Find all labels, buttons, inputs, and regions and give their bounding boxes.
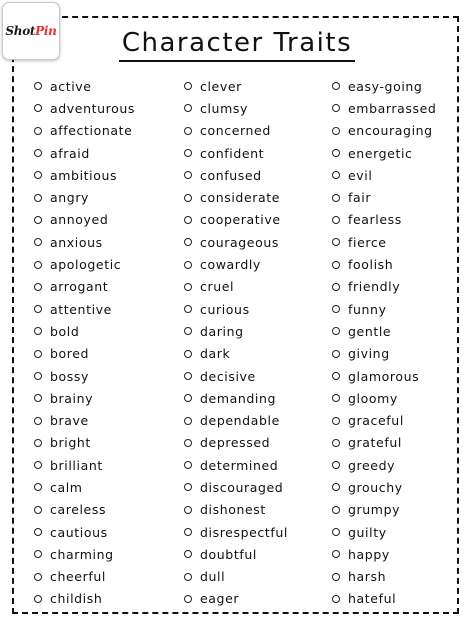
list-item (184, 521, 288, 543)
trait-label: bossy (50, 368, 90, 384)
list-item (184, 120, 288, 142)
bullet-circle-icon (34, 261, 42, 269)
bullet-circle-icon (332, 394, 340, 402)
bullet-circle-icon (332, 595, 340, 603)
trait-label: charming (50, 546, 114, 562)
list-item (34, 343, 135, 365)
trait-label: brainy (50, 390, 94, 406)
trait-label: depressed (200, 435, 271, 451)
trait-label: easy-going (348, 78, 423, 94)
bullet-circle-icon (34, 149, 42, 157)
trait-label: clumsy (200, 100, 248, 116)
trait-label: gloomy (348, 390, 398, 406)
list-item (34, 588, 135, 610)
trait-label: decisive (200, 368, 256, 384)
list-item (332, 521, 436, 543)
bullet-circle-icon (34, 350, 42, 358)
bullet-circle-icon (332, 327, 340, 335)
list-item (184, 276, 288, 298)
bullet-circle-icon (34, 506, 42, 514)
bullet-circle-icon (34, 394, 42, 402)
list-item (34, 409, 135, 431)
list-item (184, 343, 288, 365)
list-item (332, 543, 436, 565)
list-item (184, 499, 288, 521)
list-item (332, 253, 436, 275)
trait-label: eager (200, 591, 240, 607)
trait-label: bold (50, 323, 80, 339)
list-item (34, 566, 135, 588)
list-item (332, 97, 436, 119)
bullet-circle-icon (332, 305, 340, 313)
bullet-circle-icon (34, 528, 42, 536)
trait-label: bored (50, 346, 90, 362)
list-item (34, 476, 135, 498)
logo-brand-accent: Pin (35, 24, 57, 38)
list-item (34, 298, 135, 320)
bullet-circle-icon (184, 528, 192, 536)
trait-label: cruel (200, 279, 235, 295)
bullet-circle-icon (34, 372, 42, 380)
list-item (184, 454, 288, 476)
trait-label: childish (50, 591, 103, 607)
trait-label: clever (200, 78, 242, 94)
list-item (34, 276, 135, 298)
list-item (332, 298, 436, 320)
list-item (184, 432, 288, 454)
trait-label: graceful (348, 413, 404, 429)
trait-label: cheerful (50, 569, 106, 585)
trait-column-1 (34, 75, 135, 610)
list-item (332, 432, 436, 454)
list-item (332, 209, 436, 231)
bullet-circle-icon (184, 261, 192, 269)
list-item (34, 231, 135, 253)
bullet-circle-icon (34, 573, 42, 581)
bullet-circle-icon (34, 327, 42, 335)
list-item (34, 120, 135, 142)
bullet-circle-icon (332, 350, 340, 358)
list-item (332, 499, 436, 521)
bullet-circle-icon (34, 127, 42, 135)
trait-label: ambitious (50, 167, 118, 183)
bullet-circle-icon (34, 305, 42, 313)
trait-column-2 (184, 75, 288, 610)
bullet-circle-icon (184, 417, 192, 425)
list-item (332, 320, 436, 342)
trait-label: dark (200, 346, 231, 362)
list-item (184, 387, 288, 409)
trait-label: angry (50, 190, 90, 206)
trait-label: brave (50, 413, 89, 429)
list-item (332, 476, 436, 498)
bullet-circle-icon (184, 171, 192, 179)
trait-label: grouchy (348, 479, 403, 495)
trait-label: brilliant (50, 457, 103, 473)
trait-label: careless (50, 502, 107, 518)
trait-label: cooperative (200, 212, 281, 228)
bullet-circle-icon (332, 550, 340, 558)
bullet-circle-icon (184, 305, 192, 313)
bullet-circle-icon (332, 461, 340, 469)
trait-label: apologetic (50, 257, 122, 273)
trait-label: considerate (200, 190, 281, 206)
bullet-circle-icon (332, 483, 340, 491)
bullet-circle-icon (34, 104, 42, 112)
trait-label: happy (348, 546, 390, 562)
bullet-circle-icon (332, 417, 340, 425)
bullet-circle-icon (184, 394, 192, 402)
bullet-circle-icon (34, 461, 42, 469)
list-item (184, 365, 288, 387)
trait-label: affectionate (50, 123, 133, 139)
bullet-circle-icon (184, 149, 192, 157)
list-item (184, 164, 288, 186)
list-item (184, 97, 288, 119)
trait-label: attentive (50, 301, 112, 317)
list-item (332, 588, 436, 610)
trait-label: glamorous (348, 368, 420, 384)
bullet-circle-icon (184, 461, 192, 469)
list-item (332, 120, 436, 142)
list-item (184, 142, 288, 164)
shotpin-logo (2, 2, 60, 60)
trait-label: disrespectful (200, 524, 288, 540)
bullet-circle-icon (184, 194, 192, 202)
bullet-circle-icon (332, 171, 340, 179)
bullet-circle-icon (184, 327, 192, 335)
trait-label: determined (200, 457, 279, 473)
trait-label: giving (348, 346, 390, 362)
list-item (34, 320, 135, 342)
list-item (184, 75, 288, 97)
list-item (34, 186, 135, 208)
bullet-circle-icon (34, 283, 42, 291)
list-item (34, 97, 135, 119)
bullet-circle-icon (184, 216, 192, 224)
trait-label: guilty (348, 524, 387, 540)
bullet-circle-icon (34, 439, 42, 447)
list-item (34, 432, 135, 454)
bullet-circle-icon (184, 372, 192, 380)
list-item (332, 276, 436, 298)
bullet-circle-icon (34, 171, 42, 179)
trait-label: hateful (348, 591, 397, 607)
bullet-circle-icon (184, 283, 192, 291)
trait-label: confused (200, 167, 262, 183)
list-item (332, 566, 436, 588)
bullet-circle-icon (184, 82, 192, 90)
list-item (332, 387, 436, 409)
list-item (34, 521, 135, 543)
trait-label: grateful (348, 435, 402, 451)
list-item (34, 365, 135, 387)
bullet-circle-icon (332, 149, 340, 157)
trait-label: energetic (348, 145, 413, 161)
bullet-circle-icon (34, 417, 42, 425)
trait-label: afraid (50, 145, 90, 161)
list-item (34, 454, 135, 476)
bullet-circle-icon (332, 506, 340, 514)
list-item (332, 142, 436, 164)
trait-label: active (50, 78, 92, 94)
page-title: Character Traits (119, 26, 355, 62)
bullet-circle-icon (34, 595, 42, 603)
bullet-circle-icon (332, 439, 340, 447)
bullet-circle-icon (184, 595, 192, 603)
list-item (332, 365, 436, 387)
trait-label: adventurous (50, 100, 135, 116)
bullet-circle-icon (184, 573, 192, 581)
trait-label: gentle (348, 323, 392, 339)
list-item (332, 343, 436, 365)
list-item (34, 164, 135, 186)
list-item (34, 253, 135, 275)
bullet-circle-icon (184, 104, 192, 112)
trait-label: doubtful (200, 546, 257, 562)
list-item (184, 231, 288, 253)
list-item (332, 75, 436, 97)
list-item (184, 476, 288, 498)
trait-columns (0, 75, 474, 605)
bullet-circle-icon (34, 238, 42, 246)
trait-label: calm (50, 479, 83, 495)
trait-label: demanding (200, 390, 277, 406)
trait-label: arrogant (50, 279, 109, 295)
trait-label: courageous (200, 234, 279, 250)
trait-label: fierce (348, 234, 387, 250)
logo-wordmark (5, 24, 56, 38)
bullet-circle-icon (332, 127, 340, 135)
bullet-circle-icon (332, 528, 340, 536)
trait-label: harsh (348, 569, 387, 585)
list-item (184, 320, 288, 342)
list-item (184, 186, 288, 208)
bullet-circle-icon (332, 238, 340, 246)
bullet-circle-icon (332, 573, 340, 581)
bullet-circle-icon (332, 372, 340, 380)
list-item (184, 298, 288, 320)
list-item (34, 499, 135, 521)
trait-label: funny (348, 301, 387, 317)
trait-label: dependable (200, 413, 280, 429)
list-item (34, 209, 135, 231)
trait-label: fair (348, 190, 372, 206)
trait-label: curious (200, 301, 250, 317)
trait-label: embarrassed (348, 100, 437, 116)
bullet-circle-icon (184, 550, 192, 558)
bullet-circle-icon (34, 550, 42, 558)
trait-column-3 (332, 75, 436, 610)
bullet-circle-icon (332, 261, 340, 269)
list-item (34, 75, 135, 97)
trait-label: cautious (50, 524, 108, 540)
list-item (34, 387, 135, 409)
list-item (184, 566, 288, 588)
list-item (332, 454, 436, 476)
logo-brand-main: Shot (5, 24, 36, 38)
trait-label: cowardly (200, 257, 261, 273)
bullet-circle-icon (34, 194, 42, 202)
trait-label: daring (200, 323, 244, 339)
bullet-circle-icon (332, 283, 340, 291)
trait-label: discouraged (200, 479, 284, 495)
trait-label: bright (50, 435, 91, 451)
bullet-circle-icon (332, 104, 340, 112)
page-title-wrapper (0, 26, 474, 62)
trait-label: encouraging (348, 123, 433, 139)
bullet-circle-icon (184, 483, 192, 491)
trait-label: fearless (348, 212, 402, 228)
trait-label: evil (348, 167, 373, 183)
bullet-circle-icon (34, 216, 42, 224)
list-item (34, 543, 135, 565)
trait-label: dull (200, 569, 226, 585)
list-item (184, 209, 288, 231)
bullet-circle-icon (34, 483, 42, 491)
bullet-circle-icon (332, 216, 340, 224)
bullet-circle-icon (184, 127, 192, 135)
list-item (332, 164, 436, 186)
list-item (332, 409, 436, 431)
trait-label: dishonest (200, 502, 266, 518)
trait-label: greedy (348, 457, 396, 473)
trait-label: confident (200, 145, 265, 161)
list-item (184, 588, 288, 610)
trait-label: friendly (348, 279, 401, 295)
bullet-circle-icon (332, 194, 340, 202)
list-item (332, 186, 436, 208)
trait-label: concerned (200, 123, 271, 139)
bullet-circle-icon (184, 439, 192, 447)
list-item (332, 231, 436, 253)
list-item (184, 543, 288, 565)
list-item (184, 409, 288, 431)
bullet-circle-icon (332, 82, 340, 90)
bullet-circle-icon (34, 82, 42, 90)
bullet-circle-icon (184, 506, 192, 514)
bullet-circle-icon (184, 350, 192, 358)
list-item (34, 142, 135, 164)
trait-label: foolish (348, 257, 394, 273)
list-item (184, 253, 288, 275)
trait-label: anxious (50, 234, 103, 250)
bullet-circle-icon (184, 238, 192, 246)
trait-label: grumpy (348, 502, 401, 518)
trait-label: annoyed (50, 212, 109, 228)
